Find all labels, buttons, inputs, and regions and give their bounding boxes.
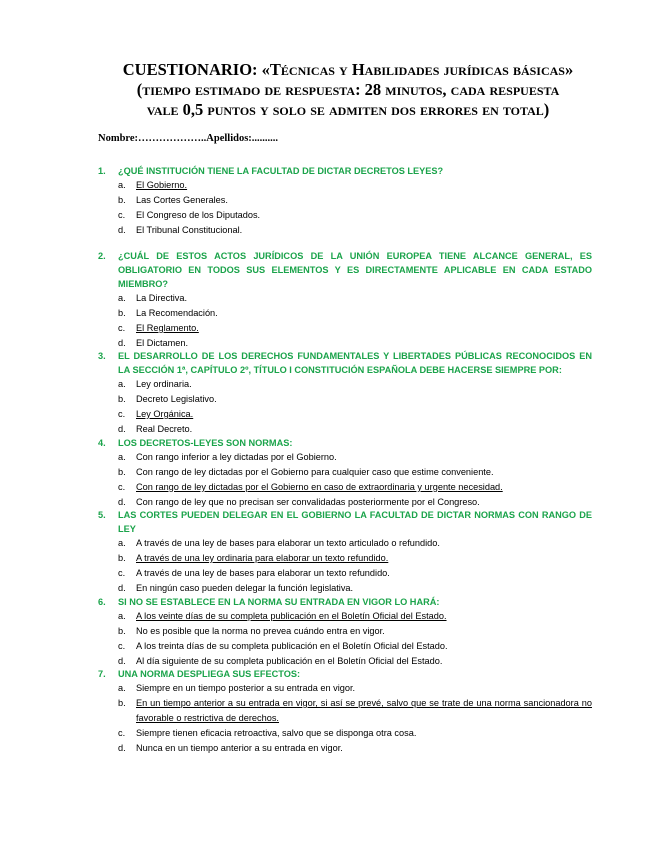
option-a[interactable] — [118, 681, 592, 696]
option-text: A los treinta días de su completa publicación en el Boletín Oficial del Estado. — [136, 640, 448, 651]
option-letter: a. — [118, 293, 126, 303]
option-text: La Recomendación. — [136, 307, 218, 318]
option-letter: c. — [118, 322, 126, 333]
option-b[interactable] — [118, 465, 592, 480]
option-text: Real Decreto. — [136, 423, 193, 434]
option-a[interactable] — [118, 377, 592, 392]
option-letter: b. — [118, 697, 126, 708]
option-text: Con rango de ley dictadas por el Gobierno para cualquier caso que estime conveniente. — [136, 466, 494, 477]
question-number: 4. — [98, 438, 106, 448]
question-2 — [98, 249, 592, 351]
option-a[interactable] — [118, 536, 592, 551]
option-text: A los veinte días de su completa publicación en el Boletín Oficial del Estado. — [136, 611, 447, 621]
option-text: No es posible que la norma no prevea cuándo entra en vigor. — [136, 625, 385, 636]
option-letter: d. — [118, 655, 126, 666]
question-text: ¿CUÁL DE ESTOS ACTOS JURÍDICOS DE LA UNIÓN EUROPEA TIENE ALCANCE GENERAL, ES OBLIGATORIO EN TODOS SUS ELEMENTOS Y ES DIRECTAMENTE APLICABLE EN CADA ESTADO MIEMBRO? — [118, 251, 592, 289]
question-1 — [98, 164, 592, 238]
option-letter: b. — [118, 466, 126, 477]
option-a[interactable] — [118, 609, 592, 624]
option-text: El Tribunal Constitucional. — [136, 224, 243, 235]
question-text: ¿QUÉ INSTITUCIÓN TIENE LA FACULTAD DE DICTAR DECRETOS LEYES? — [118, 166, 444, 176]
option-text: Siempre en un tiempo posterior a su entrada en vigor. — [136, 683, 356, 693]
option-text: En un tiempo anterior a su entrada en vigor, si así se prevé, salvo que se trate de una norma sancionadora no favorable o restrictiva de derechos. — [136, 697, 592, 723]
option-text: A través de una ley ordinaria para elaborar un texto refundido. — [136, 552, 389, 563]
option-a[interactable] — [118, 291, 592, 306]
question-4 — [98, 436, 592, 510]
option-letter: c. — [118, 209, 126, 220]
option-text: La Directiva. — [136, 293, 188, 303]
question-number: 7. — [98, 669, 106, 679]
option-letter: b. — [118, 552, 126, 563]
option-letter: a. — [118, 611, 126, 621]
option-letter: c. — [118, 408, 126, 419]
option-b[interactable] — [118, 193, 592, 208]
option-text: En ningún caso pueden delegar la función legislativa. — [136, 582, 354, 593]
option-d[interactable] — [118, 223, 592, 238]
question-number: 3. — [98, 351, 106, 361]
question-heading — [98, 349, 592, 377]
question-heading — [98, 508, 592, 536]
option-text: El Reglamento. — [136, 322, 199, 333]
question-7 — [98, 667, 592, 756]
option-text: A través de una ley de bases para elaborar un texto refundido. — [136, 567, 390, 578]
option-letter: d. — [118, 582, 126, 593]
question-heading — [98, 249, 592, 291]
option-letter: c. — [118, 481, 126, 492]
question-heading — [98, 164, 592, 178]
option-letter: d. — [118, 742, 126, 753]
option-d[interactable] — [118, 741, 592, 756]
option-c[interactable] — [118, 726, 592, 741]
title-suffix: » — [564, 60, 574, 79]
quiz-title — [88, 60, 608, 120]
option-d[interactable] — [118, 422, 592, 437]
question-number: 5. — [98, 510, 106, 520]
option-text: Siempre tienen eficacia retroactiva, salvo que se disponga otra cosa. — [136, 727, 417, 738]
question-3 — [98, 349, 592, 437]
option-b[interactable] — [118, 696, 592, 726]
subtitle-line-2: vale 0,5 puntos y solo se admiten dos errores en total) — [146, 100, 550, 119]
option-letter: d. — [118, 423, 126, 434]
option-letter: a. — [118, 379, 126, 389]
option-c[interactable] — [118, 208, 592, 223]
option-text: Con rango de ley que no precisan ser convalidadas posteriormente por el Congreso. — [136, 496, 480, 507]
option-letter: a. — [118, 452, 126, 462]
option-text: El Dictamen. — [136, 337, 189, 348]
option-b[interactable] — [118, 624, 592, 639]
option-b[interactable] — [118, 306, 592, 321]
option-text: Decreto Legislativo. — [136, 393, 217, 404]
question-heading — [98, 436, 592, 450]
option-letter: b. — [118, 625, 126, 636]
question-text: UNA NORMA DESPLIEGA SUS EFECTOS: — [118, 669, 301, 679]
option-a[interactable] — [118, 450, 592, 465]
option-letter: d. — [118, 224, 126, 235]
option-text: El Congreso de los Diputados. — [136, 209, 261, 220]
question-number: 2. — [98, 251, 106, 261]
question-text: LOS DECRETOS-LEYES SON NORMAS: — [118, 438, 293, 448]
subtitle-line-1: (tiempo estimado de respuesta: 28 minutos, cada respuesta — [136, 80, 560, 99]
option-text: Al día siguiente de su completa publicación en el Boletín Oficial del Estado. — [136, 655, 443, 666]
option-text: Las Cortes Generales. — [136, 194, 228, 205]
option-letter: a. — [118, 180, 126, 190]
question-6 — [98, 595, 592, 669]
question-text: LAS CORTES PUEDEN DELEGAR EN EL GOBIERNO LA FACULTAD DE DICTAR NORMAS CON RANGO DE LEY — [118, 510, 592, 534]
question-text: EL DESARROLLO DE LOS DERECHOS FUNDAMENTALES Y LIBERTADES PÚBLICAS RECONOCIDOS EN LA SECCIÓN 1ª, CAPÍTULO 2º, TÍTULO I CONSTITUCIÓN ESPAÑOLA DEBE HACERSE SIEMPRE POR: — [118, 351, 592, 375]
question-text: SI NO SE ESTABLECE EN LA NORMA SU ENTRADA EN VIGOR LO HARÁ: — [118, 597, 440, 607]
question-5 — [98, 508, 592, 596]
title-prefix: CUESTIONARIO: « — [122, 60, 270, 79]
name-line: Nombre:………………..Apellidos:.......... — [98, 133, 279, 144]
option-a[interactable] — [118, 178, 592, 193]
option-letter: b. — [118, 393, 126, 404]
option-text: Ley Orgánica. — [136, 408, 194, 419]
option-text: A través de una ley de bases para elaborar un texto articulado o refundido. — [136, 538, 440, 548]
option-letter: b. — [118, 307, 126, 318]
option-text: Nunca en un tiempo anterior a su entrada en vigor. — [136, 742, 343, 753]
option-letter: b. — [118, 194, 126, 205]
question-number: 6. — [98, 597, 106, 607]
option-letter: c. — [118, 727, 126, 738]
option-letter: c. — [118, 567, 126, 578]
option-letter: d. — [118, 337, 126, 348]
option-c[interactable] — [118, 321, 592, 336]
option-d[interactable] — [118, 581, 592, 596]
option-text: El Gobierno. — [136, 180, 188, 190]
option-text: Con rango de ley dictadas por el Gobierno en caso de extraordinaria y urgente necesidad. — [136, 481, 503, 492]
option-c[interactable] — [118, 566, 592, 581]
question-number: 1. — [98, 166, 106, 176]
option-text: Con rango inferior a ley dictadas por el Gobierno. — [136, 452, 337, 462]
option-letter: a. — [118, 538, 126, 548]
option-letter: d. — [118, 496, 126, 507]
option-letter: a. — [118, 683, 126, 693]
option-c[interactable] — [118, 480, 592, 495]
option-b[interactable] — [118, 392, 592, 407]
question-heading — [98, 667, 592, 681]
option-c[interactable] — [118, 407, 592, 422]
title-subject: Técnicas y Habilidades jurídicas básicas — [269, 60, 565, 79]
option-c[interactable] — [118, 639, 592, 654]
option-b[interactable] — [118, 551, 592, 566]
option-letter: c. — [118, 640, 126, 651]
question-heading — [98, 595, 592, 609]
option-text: Ley ordinaria. — [136, 379, 192, 389]
